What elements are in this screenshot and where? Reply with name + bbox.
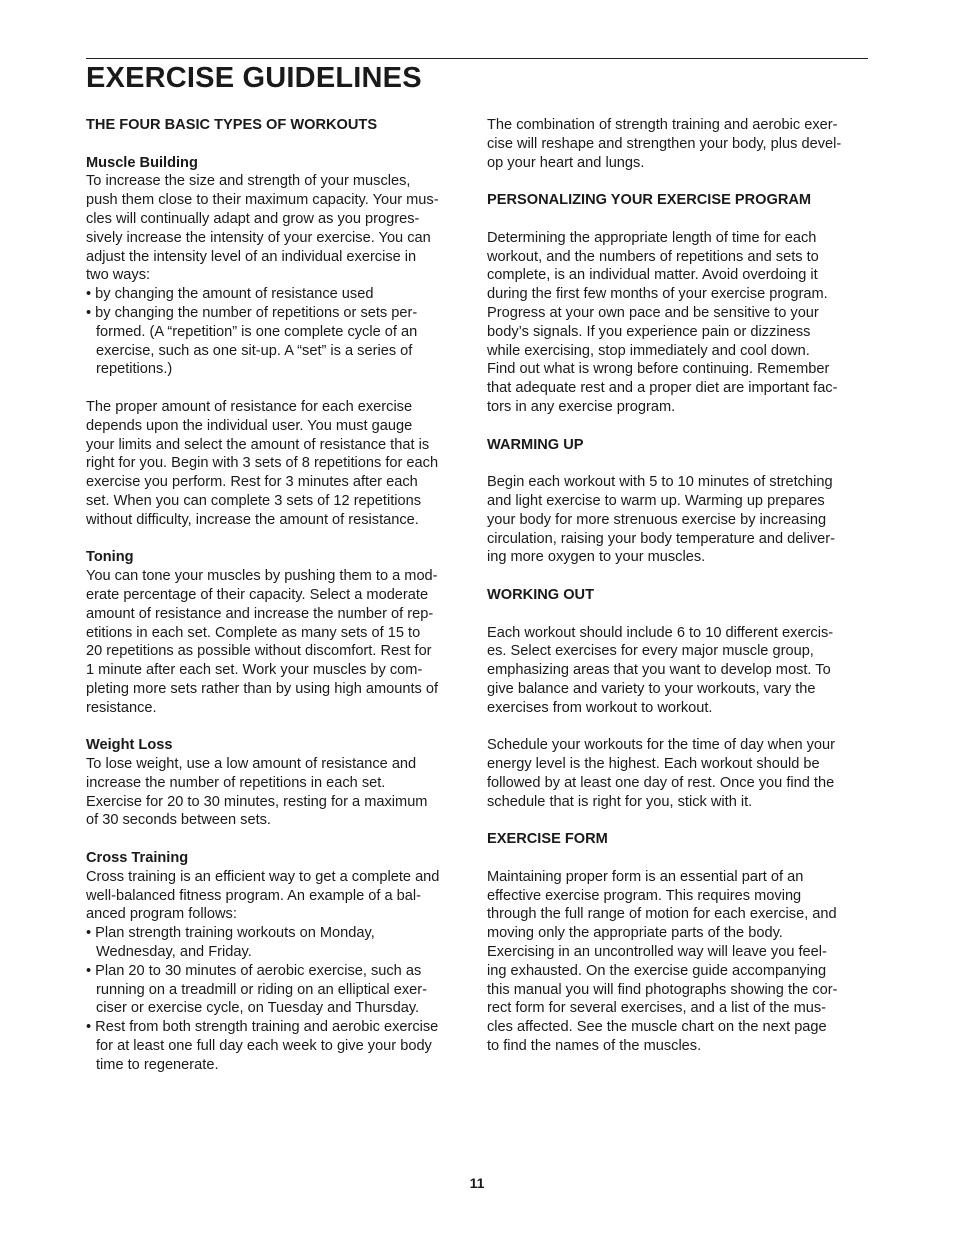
page-title: EXERCISE GUIDELINES <box>86 62 422 94</box>
section-heading-warming-up: WARMING UP <box>487 436 584 453</box>
section-heading-working-out: WORKING OUT <box>487 586 595 603</box>
header-rule <box>86 58 868 59</box>
personalizing-text: Determining the appropriate length of time for each workout, and the numbers of repetitions and sets to complete, is an individual matter. Avoid overdoing it during the first few months of your exercise program. Progress at your own pace and be sensitive to your body’s signals. If you experience pain or dizziness while exercising, stop immediately and cool down. Find out what is wrong before continuing. Remember that adequate rest and a proper diet are important fac- tors in any exercise program. <box>487 229 838 415</box>
page-number: 11 <box>469 1175 485 1191</box>
muscle-building-text: To increase the size and strength of your muscles, push them close to their maximum capacity. Your mus- cles will continually adapt and grow as you progres- sively increase the intensity of your exercise. You can adjust the intensity level of an individual exercise in two ways: <box>86 173 439 284</box>
subheading-toning: Toning <box>86 549 134 566</box>
section-heading-four-types: THE FOUR BASIC TYPES OF WORKOUTS <box>86 117 378 133</box>
weight-loss-text: To lose weight, use a low amount of resistance and increase the number of repetitions in each set. Exercise for 20 to 30 minutes, resting for a maximum of 30 seconds between sets. <box>86 756 428 829</box>
cross-training-text: Cross training is an efficient way to get a complete and well-balanced fitness program. An example of a bal- anced program follows: <box>86 868 440 923</box>
warming-up-text: Begin each workout with 5 to 10 minutes of stretching and light exercise to warm up. Warming up prepares your body for more strenuous exercise by increasing circulation, raising your body temperature and deliver- ing more oxygen to your muscles. <box>487 474 835 566</box>
toning-text: You can tone your muscles by pushing them to a mod- erate percentage of their capacity. Select a moderate amount of resistance and increase the number of rep- etitions in each set. Complete as many sets of 15 to 20 repetitions as possible without discomfort. Rest for 1 minute after each set. Work your muscles by com- pleting more sets rather than by using high amounts of resistance. <box>86 568 439 716</box>
right-column <box>487 116 869 1056</box>
subheading-muscle-building: Muscle Building <box>86 154 198 171</box>
left-column <box>86 116 468 1075</box>
bullet-strength-days: • Plan strength training workouts on Monday, Wednesday, and Friday. <box>86 925 375 961</box>
schedule-text: Schedule your workouts for the time of day when your energy level is the highest. Each workout should be followed by at least one day of rest. Once you find the schedule that is right for you, stick with it. <box>487 737 835 810</box>
subheading-cross-training: Cross Training <box>86 850 189 867</box>
bullet-repetitions: • by changing the number of repetitions or sets per- formed. (A “repetition” is one complete cycle of an exercise, such as one sit-up. A “set” is a series of repetitions.) <box>86 304 418 378</box>
working-out-text: Each workout should include 6 to 10 different exercis- es. Select exercises for every major muscle group, emphasizing areas that you want to develop most. To give balance and variety to your workouts, vary the exercises from workout to workout. <box>487 624 834 716</box>
subheading-weight-loss: Weight Loss <box>86 737 173 754</box>
bullet-resistance: • by changing the amount of resistance used <box>86 286 374 303</box>
resistance-paragraph: The proper amount of resistance for each exercise depends upon the individual user. You must gauge your limits and select the amount of resistance that is right for you. Begin with 3 sets of 8 repetitions for each exercise you perform. Rest for 3 minutes after each set. When you can complete 3 sets of 12 repetitions without difficulty, increase the amount of resistance. <box>86 398 439 528</box>
exercise-form-text: Maintaining proper form is an essential part of an effective exercise program. This requires moving through the full range of motion for each exercise, and moving only the appropriate parts of the body. Exercising in an uncontrolled way will leave you feel- ing exhausted. On the exercise guide accompanying this manual you will find photographs showing the cor- rect form for several exercises, and a list of the mus- cles affected. See the muscle chart on the next page to find the names of the muscles. <box>487 868 838 1055</box>
combination-intro: The combination of strength training and aerobic exer- cise will reshape and strengthen your body, plus devel- op your heart and lungs. <box>487 117 842 171</box>
section-heading-exercise-form: EXERCISE FORM <box>487 831 608 848</box>
bullet-aerobic-days: • Plan 20 to 30 minutes of aerobic exercise, such as running on a treadmill or riding on an elliptical exer- ciser or exercise cycle, on Tuesday and Thursday. <box>86 962 427 1017</box>
bullet-rest-day: • Rest from both strength training and aerobic exercise for at least one full day each week to give your body time to regenerate. <box>86 1019 439 1073</box>
section-heading-personalizing: PERSONALIZING YOUR EXERCISE PROGRAM <box>487 192 812 209</box>
